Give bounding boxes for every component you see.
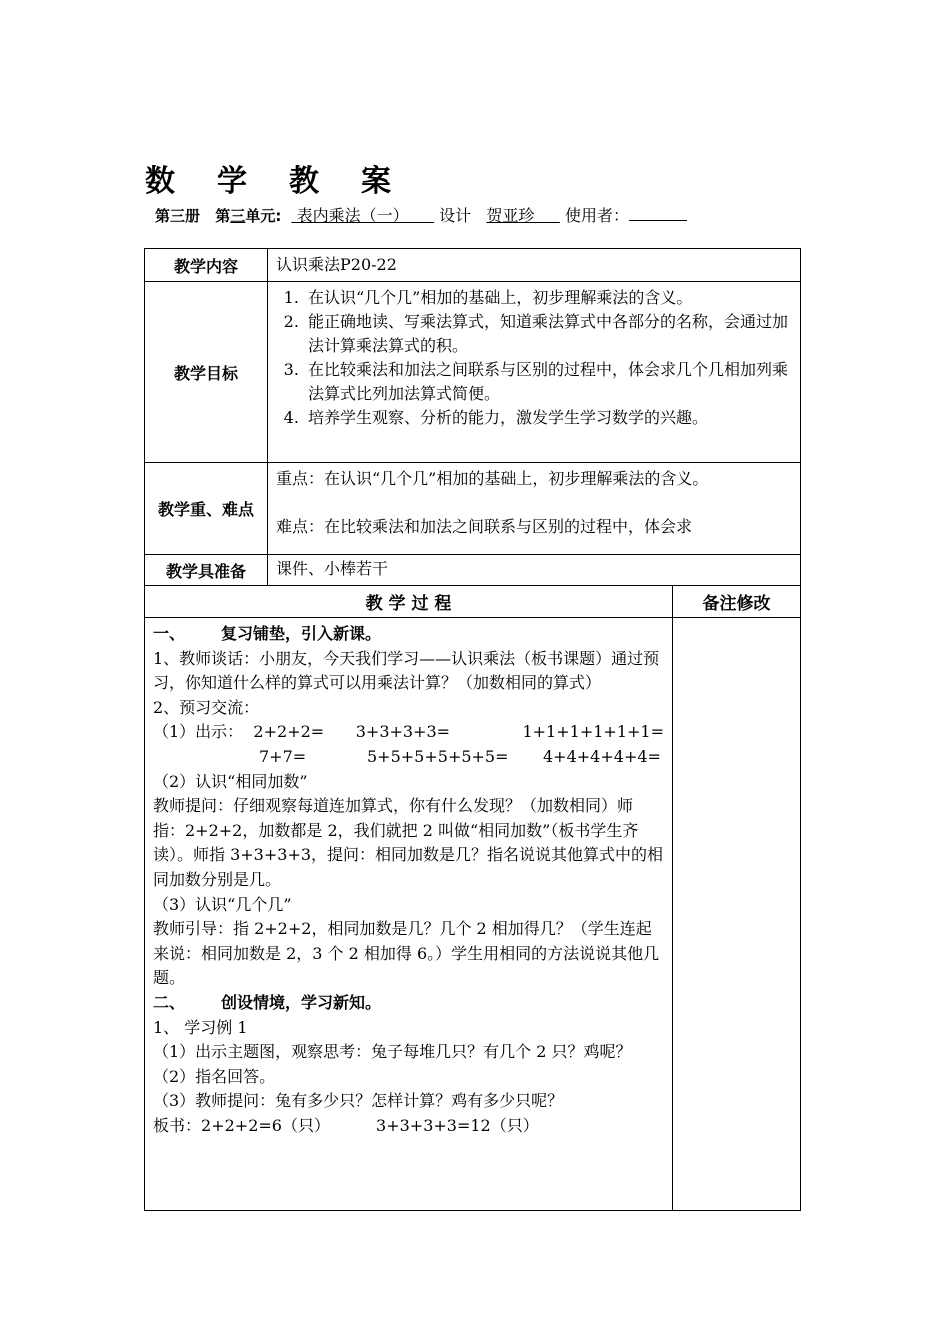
paragraph: （2）指名回答。: [153, 1066, 276, 1086]
equation: 2+2+2=: [253, 722, 325, 742]
process-header: 教 学 过 程: [145, 586, 673, 618]
lesson-plan-table: [144, 248, 801, 1211]
user-blank: [629, 206, 687, 221]
content-value: 认识乘法P20-22: [268, 249, 801, 282]
designer-name: [486, 206, 559, 225]
goals-list: [276, 286, 792, 430]
paragraph: 教师引导：指 2+2+2，相同加数是几？几个 2 相加得几？（学生连起来说：相同加数是 2，3 个 2 相加得 6。）学生用相同的方法说说其他几题。: [153, 919, 660, 988]
notes-cell: [673, 618, 801, 1211]
keypoints-cell: [268, 463, 801, 555]
equation: 7+7=: [259, 746, 307, 766]
key-point: 重点：在认识“几个几”相加的基础上，初步理解乘法的含义。: [276, 469, 709, 488]
notes-header: 备注修改: [673, 586, 801, 618]
paragraph: 1、教师谈话：小朋友，今天我们学习——认识乘法（板书课题）通过预习，你知道什么样的算式可以用乘法计算？（加数相同的算式）: [153, 648, 660, 693]
document-title: [145, 156, 433, 200]
unit-label: 第: [215, 207, 231, 225]
title-char: 数: [145, 164, 179, 199]
row-keypoints: [145, 463, 801, 555]
keypoints-label-text: 教学重、难点: [157, 500, 254, 519]
row-goals: [145, 282, 801, 463]
paragraph: 1、 学习例 1: [153, 1017, 248, 1037]
show-label: （1）出示：: [153, 722, 244, 742]
paragraph: （3）教师提问：兔有多少只？怎样计算？鸡有多少只呢？: [153, 1091, 564, 1111]
design-label: 设计: [439, 206, 472, 225]
process-body: [145, 618, 673, 1211]
equation: 4+4+4+4+4=: [543, 746, 661, 766]
book-label: 第三册: [155, 207, 201, 225]
equation: 1+1+1+1+1+1=: [522, 722, 664, 742]
content-label: 教学内容: [145, 249, 268, 282]
title-char: 学: [217, 164, 251, 199]
unit-title-text: 表内乘法（一）: [296, 206, 409, 225]
row-content: [145, 249, 801, 282]
materials-value: 课件、小棒若干: [268, 555, 801, 586]
paragraph: （2）认识“相同加数”: [153, 771, 308, 791]
user-label: 使用者：: [564, 206, 629, 225]
row-process-body: [145, 618, 801, 1211]
section-title: 复习铺垫，引入新课。: [221, 624, 382, 643]
equation: 3+3+3+3=: [355, 722, 451, 742]
goals-cell: [268, 282, 801, 463]
difficult-point: 难点：在比较乘法和加法之间联系与区别的过程中，体会求: [276, 517, 693, 536]
section-num: 二、: [153, 992, 186, 1012]
keypoints-clip: [276, 467, 792, 550]
designer-text: 贺亚珍: [486, 206, 535, 225]
section-num: 一、: [153, 624, 186, 643]
unit-suffix: 单元:: [245, 207, 282, 225]
unit-number: 三: [230, 207, 246, 225]
row-process-header: [145, 586, 801, 618]
equation: 5+5+5+5+5+5=: [367, 746, 509, 766]
keypoints-label: [145, 463, 268, 555]
goals-label: 教学目标: [145, 282, 268, 463]
section-heading: [153, 622, 664, 647]
equation-row: [153, 720, 664, 745]
section-title: 创设情境，学习新知。: [221, 992, 382, 1012]
goal-item: 2. 能正确地读、写乘法算式，知道乘法算式中各部分的名称，会通过加法计算乘法算式的积。: [304, 310, 792, 358]
equation-row: [153, 745, 664, 770]
subtitle-line: [155, 203, 687, 226]
paragraph: （1）出示主题图，观察思考：兔子每堆几只？有几个 2 只？鸡呢？: [153, 1042, 632, 1062]
title-char: 案: [361, 164, 395, 199]
title-char: 教: [289, 164, 323, 199]
materials-label: 教学具准备: [145, 555, 268, 586]
unit-title: [291, 206, 434, 225]
paragraph: 2、预习交流：: [153, 697, 260, 717]
row-materials: [145, 555, 801, 586]
paragraph: 教师提问：仔细观察每道连加算式，你有什么发现？（加数相同）师指：2+2+2，加数都是 2，我们就把 2 叫做“相同加数”（板书学生齐读）。师指 3+3+3+3，提问：相同加数是几？指名说说其他算式中的相同加数分别是几。: [153, 796, 664, 889]
paragraph: （3）认识“几个几”: [153, 894, 292, 914]
goal-item: 4. 培养学生观察、分析的能力，激发学生学习数学的兴趣。: [304, 406, 792, 430]
goal-item: 3. 在比较乘法和加法之间联系与区别的过程中，体会求几个几相加列乘法算式比列加法算式简便。: [304, 358, 792, 406]
section-heading: [153, 991, 664, 1016]
board-label: 板书：: [153, 1115, 202, 1135]
board-equation: 2+2+2=6（只）: [201, 1115, 330, 1135]
board-row: [153, 1114, 664, 1139]
board-equation: 3+3+3+3=12（只）: [376, 1115, 539, 1135]
goal-item: 1. 在认识“几个几”相加的基础上，初步理解乘法的含义。: [304, 286, 792, 310]
